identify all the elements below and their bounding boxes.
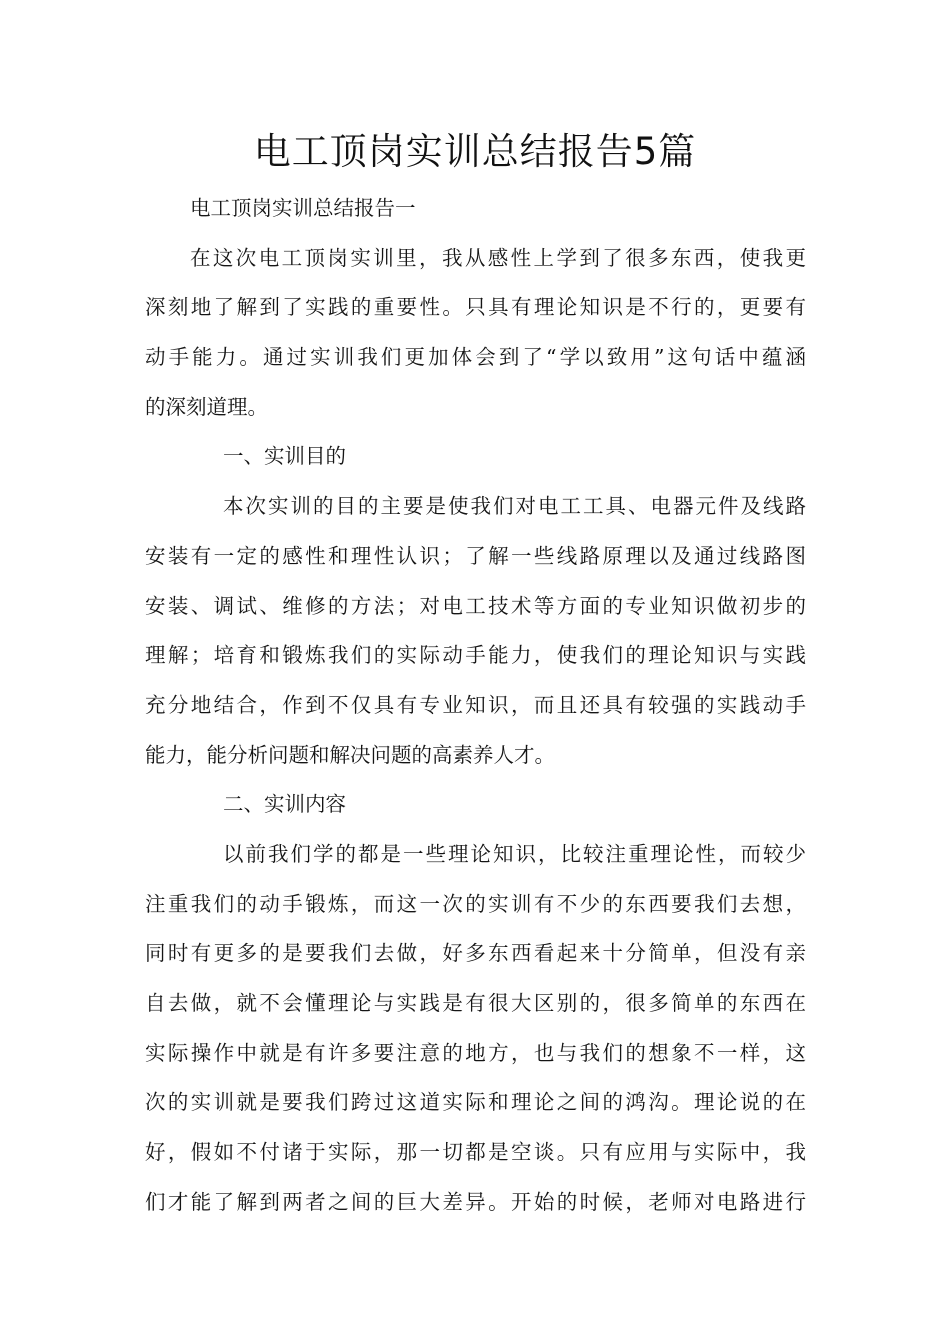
paragraph-line: 同时有更多的是要我们去做，好多东西看起来十分简单，但没有亲: [145, 941, 806, 966]
paragraph-intro: [145, 234, 806, 433]
paragraph-line: 以前我们学的都是一些理论知识，比较注重理论性，而较少: [223, 841, 806, 866]
paragraph-line: 能力，能分析问题和解决问题的高素养人才。: [145, 742, 555, 767]
paragraph-line: 深刻地了解到了实践的重要性。只具有理论知识是不行的，更要有: [145, 295, 806, 320]
paragraph-purpose: [145, 482, 806, 780]
report-subtitle: 电工顶岗实训总结报告一: [190, 196, 416, 220]
paragraph-line: 充分地结合，作到不仅具有专业知识，而且还具有较强的实践动手: [145, 692, 806, 717]
paragraph-line: 好，假如不付诸于实际，那一切都是空谈。只有应用与实际中，我: [145, 1140, 806, 1165]
paragraph-line: 次的实训就是要我们跨过这道实际和理论之间的鸿沟。理论说的在: [145, 1090, 806, 1115]
paragraph-line: 们才能了解到两者之间的巨大差异。开始的时候，老师对电路进行: [145, 1189, 806, 1214]
paragraph-line: 注重我们的动手锻炼，而这一次的实训有不少的东西要我们去想，: [145, 891, 806, 916]
paragraph-line: 实际操作中就是有许多要注意的地方，也与我们的想象不一样，这: [145, 1040, 806, 1065]
paragraph-line: 安装有一定的感性和理性认识；了解一些线路原理以及通过线路图: [145, 543, 806, 568]
document-body: [145, 184, 806, 1227]
section-heading-content: 二、实训内容: [223, 792, 346, 817]
paragraph-line: 自去做，就不会懂理论与实践是有很大区别的，很多简单的东西在: [145, 991, 806, 1015]
paragraph-line: 理解；培育和锻炼我们的实际动手能力，使我们的理论知识与实践: [145, 643, 806, 668]
paragraph-line: 在这次电工顶岗实训里，我从感性上学到了很多东西，使我更: [190, 245, 806, 270]
paragraph-line: 安装、调试、维修的方法；对电工技术等方面的专业知识做初步的: [145, 593, 806, 618]
paragraph-line: 动手能力。通过实训我们更加体会到了“学以致用”这句话中蕴涵: [145, 345, 806, 370]
paragraph-content: [145, 830, 806, 1228]
section-heading-purpose: 一、实训目的: [223, 444, 346, 469]
paragraph-line: 本次实训的目的主要是使我们对电工工具、电器元件及线路: [223, 494, 806, 519]
paragraph-line: 的深刻道理。: [145, 394, 268, 419]
document-title: 电工顶岗实训总结报告5篇: [253, 130, 697, 173]
